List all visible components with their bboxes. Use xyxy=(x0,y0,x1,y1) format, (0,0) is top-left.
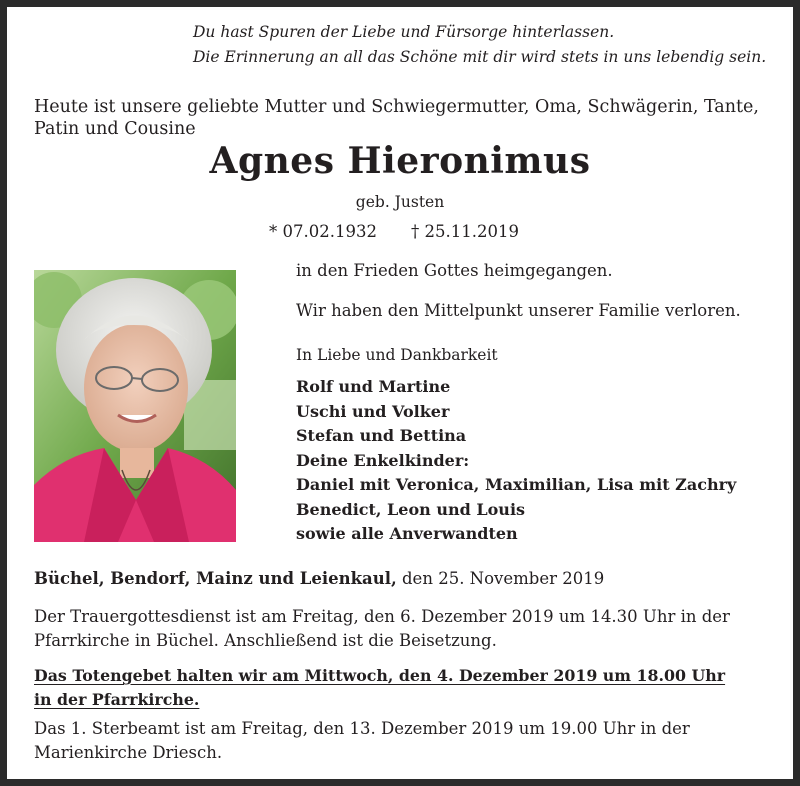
message-line-2: Wir haben den Mittelpunkt unserer Familie verloren. xyxy=(296,301,741,320)
service-line-1: Der Trauergottesdienst ist am Freitag, den 6. Dezember 2019 um 14.30 Uhr in der xyxy=(34,607,730,626)
death-date: † 25.11.2019 xyxy=(411,222,519,241)
message-line-1: in den Frieden Gottes heimgegangen. xyxy=(296,261,613,280)
places: Büchel, Bendorf, Mainz und Leienkaul, xyxy=(34,569,397,588)
intro-line-2: Patin und Cousine xyxy=(34,119,196,139)
notice-date: den 25. November 2019 xyxy=(396,569,605,588)
intro-line-1: Heute ist unsere geliebte Mutter und Schwiegermutter, Oma, Schwägerin, Tante, xyxy=(34,97,759,117)
mourner-6: Benedict, Leon und Louis xyxy=(296,500,526,519)
service-line-2: Pfarrkirche in Büchel. Anschließend ist die Beisetzung. xyxy=(34,631,497,650)
motto-line-2: Die Erinnerung an all das Schöne mit dir wird stets in uns lebendig sein. xyxy=(193,48,767,66)
requiem-line-1: Das 1. Sterbeamt ist am Freitag, den 13. Dezember 2019 um 19.00 Uhr in der xyxy=(34,719,690,738)
mourner-7: sowie alle Anverwandten xyxy=(296,524,518,543)
requiem-line-2: Marienkirche Driesch. xyxy=(34,743,223,762)
place-date-line xyxy=(34,567,604,591)
mourner-1: Rolf und Martine xyxy=(296,377,451,396)
mourners-heading: In Liebe und Dankbarkeit xyxy=(296,346,498,364)
prayer-line-1: Das Totengebet halten wir am Mittwoch, den 4. Dezember 2019 um 18.00 Uhr xyxy=(34,666,726,685)
mourner-5: Daniel mit Veronica, Maximilian, Lisa mit Zachry xyxy=(296,475,737,494)
mourner-4: Deine Enkelkinder: xyxy=(296,451,470,470)
maiden-name: geb. Justen xyxy=(355,193,445,211)
portrait-photo xyxy=(34,270,236,542)
birth-date: * 07.02.1932 xyxy=(269,222,377,241)
deceased-name: Agnes Hieronimus xyxy=(209,140,591,182)
mourner-2: Uschi und Volker xyxy=(296,402,450,421)
mourner-3: Stefan und Bettina xyxy=(296,426,467,445)
prayer-line-2: in der Pfarrkirche. xyxy=(34,690,200,709)
motto-line-1: Du hast Spuren der Liebe und Fürsorge hinterlassen. xyxy=(193,23,615,41)
